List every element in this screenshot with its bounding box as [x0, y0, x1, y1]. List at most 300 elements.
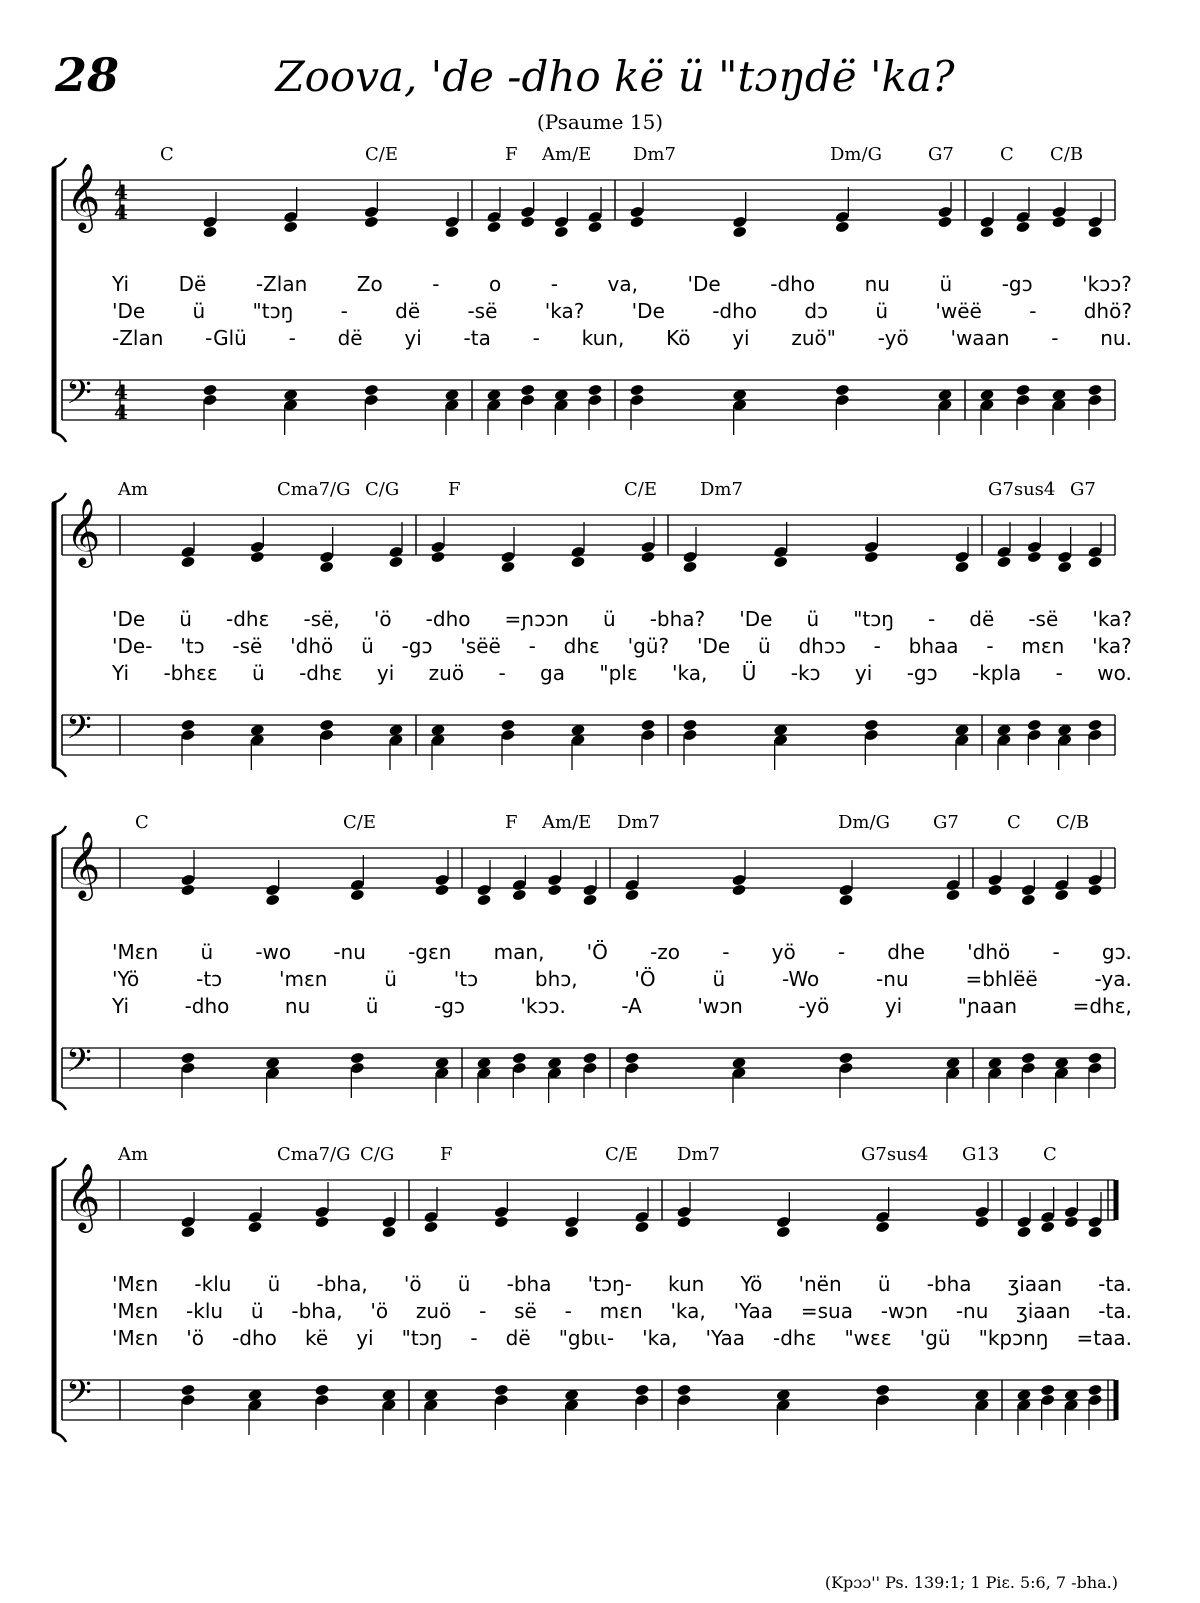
- lyric-syllable: -klu: [194, 1272, 232, 1296]
- lyric-syllable: 'gü: [919, 1326, 951, 1350]
- lyric-syllable: -gɛn: [408, 940, 452, 964]
- note-head: [875, 1383, 890, 1396]
- note-head: [1021, 1051, 1036, 1064]
- lyric-syllable: -: [928, 607, 936, 631]
- note-head: [434, 883, 449, 896]
- lyric-syllable: 'De: [696, 634, 731, 658]
- time-signature-top: 4: [114, 380, 128, 404]
- lyric-syllable: -klu: [186, 1299, 224, 1323]
- lyric-syllable: ü: [192, 299, 206, 323]
- note-head: [180, 883, 195, 896]
- treble-staff: [62, 1162, 1115, 1233]
- lyric-syllable: "gbɩɩ-: [558, 1326, 615, 1350]
- note-head: [974, 1215, 989, 1228]
- chord-symbol: Am: [118, 1144, 149, 1165]
- note-head: [1015, 383, 1030, 396]
- lyric-syllable: -së,: [303, 607, 340, 631]
- note-head: [486, 220, 501, 233]
- lyric-syllable: -ya.: [1094, 967, 1132, 991]
- lyric-syllable: -Zlan: [112, 326, 164, 350]
- chord-symbol: C/B: [1050, 144, 1084, 165]
- lyric-syllable: ü: [384, 967, 397, 991]
- lyric-syllable: -dho: [184, 994, 230, 1018]
- lyric-syllable: yi: [854, 661, 873, 685]
- note-head: [180, 555, 195, 568]
- lyric-line-verse-1: [112, 272, 1132, 296]
- note-head: [1087, 383, 1102, 396]
- note-head: [1054, 888, 1069, 901]
- lyric-syllable: 'De: [739, 607, 773, 631]
- lyric-syllable: -: [340, 299, 348, 323]
- lyric-syllable: "tɔŋ: [853, 607, 894, 631]
- system-1: [40, 144, 1140, 460]
- lyric-syllable: -ta: [463, 326, 491, 350]
- lyric-syllable: së: [514, 1299, 537, 1323]
- note-head: [180, 1051, 195, 1064]
- note-head: [314, 1215, 329, 1228]
- lyric-line-verse-1: [112, 1272, 1132, 1296]
- lyric-syllable: =ɲɔɔn: [504, 607, 569, 631]
- note-head: [587, 383, 602, 396]
- lyric-syllable: -bha: [506, 1272, 552, 1296]
- lyric-syllable: 'Yö: [112, 967, 140, 991]
- chord-symbol: F: [448, 479, 461, 500]
- lyric-syllable: -: [873, 634, 881, 658]
- lyric-syllable: -dhɛ: [773, 1326, 817, 1350]
- bass-clef: 𝄢: [66, 1374, 92, 1420]
- note-head: [180, 718, 195, 731]
- lyric-syllable: 'kɔɔ?: [1082, 272, 1132, 296]
- note-head: [520, 383, 535, 396]
- lyric-syllable: =taa.: [1076, 1326, 1132, 1350]
- lyric-syllable: -së: [232, 634, 263, 658]
- lyric-syllable: 'ö: [186, 1326, 205, 1350]
- lyric-syllable: -nu: [955, 1299, 989, 1323]
- note-head: [629, 383, 644, 396]
- lyric-syllable: -yö: [877, 326, 909, 350]
- note-head: [835, 383, 850, 396]
- chord-symbol: C: [1000, 144, 1014, 165]
- lyric-syllable: "wɛɛ: [844, 1326, 892, 1350]
- lyric-syllable: 'Mɛn: [112, 1299, 159, 1323]
- lyric-syllable: -nu: [876, 967, 909, 991]
- note-head: [634, 1383, 649, 1396]
- lyric-syllable: -gɔ: [1001, 272, 1033, 296]
- lyric-syllable: 'waan: [950, 326, 1010, 350]
- lyric-syllable: dɔ: [804, 299, 829, 323]
- lyric-line-verse-2: [112, 967, 1132, 991]
- system-3: [40, 812, 1140, 1128]
- lyric-syllable: ü: [361, 634, 374, 658]
- lyric-syllable: =sua: [800, 1299, 853, 1323]
- lyric-syllable: 'tɔŋ-: [587, 1272, 632, 1296]
- lyric-syllable: 'kɔɔ.: [520, 994, 566, 1018]
- chord-symbol: G7sus4: [988, 479, 1056, 500]
- lyric-syllable: 'sëë: [460, 634, 501, 658]
- time-signature-top: 4: [114, 180, 128, 204]
- note-head: [1027, 550, 1042, 563]
- lyric-syllable: ü: [757, 634, 771, 658]
- note-head: [423, 1220, 438, 1233]
- lyric-syllable: yö: [771, 940, 796, 964]
- lyric-syllable: 'tɔ: [453, 967, 479, 991]
- lyric-syllable: ü: [250, 1299, 264, 1323]
- note-head: [430, 550, 445, 563]
- note-head: [682, 718, 697, 731]
- note-head: [773, 555, 788, 568]
- lyric-syllable: kë: [304, 1326, 329, 1350]
- lyric-syllable: ü: [806, 607, 820, 631]
- lyric-syllable: ü: [179, 607, 192, 631]
- lyric-syllable: -bhɛɛ: [163, 661, 218, 685]
- lyric-syllable: 'Mɛn: [112, 940, 159, 964]
- chord-symbol: C: [1007, 812, 1021, 833]
- note-head: [835, 220, 850, 233]
- lyric-syllable: -dhɛ: [299, 661, 343, 685]
- lyric-syllable: -: [986, 634, 994, 658]
- chord-symbol: Dm7: [677, 1144, 720, 1165]
- treble-clef: 𝄞: [66, 830, 101, 898]
- lyric-syllable: ü: [365, 994, 379, 1018]
- lyric-syllable: gɔ.: [1101, 940, 1132, 964]
- lyric-syllable: Yö: [740, 1272, 763, 1296]
- lyric-syllable: 'ka?: [544, 299, 585, 323]
- lyric-syllable: 'ka?: [1092, 607, 1132, 631]
- lyric-syllable: ʒiaan: [1007, 1272, 1062, 1296]
- lyric-syllable: zuö: [428, 661, 465, 685]
- note-head: [945, 888, 960, 901]
- lyric-syllable: 'wëë: [935, 299, 982, 323]
- note-head: [838, 1051, 853, 1064]
- note-head: [1040, 1383, 1055, 1396]
- lyric-syllable: 'De: [631, 299, 665, 323]
- chord-symbol: Dm7: [633, 144, 676, 165]
- lyric-syllable: 'Ö: [634, 967, 656, 991]
- lyric-syllable: kun,: [581, 326, 625, 350]
- chord-symbol: F: [440, 1144, 453, 1165]
- lyric-syllable: ü: [457, 1272, 471, 1296]
- lyric-syllable: -: [498, 661, 506, 685]
- lyric-line-verse-3: [112, 994, 1132, 1018]
- system-2: [40, 479, 1140, 795]
- chord-symbol: Dm7: [617, 812, 660, 833]
- note-head: [265, 893, 280, 906]
- footnote: (Kpɔɔ'' Ps. 139:1; 1 Piɛ. 5:6, 7 -bha.): [824, 1573, 1118, 1592]
- note-head: [676, 1383, 691, 1396]
- lyric-syllable: nu.: [1100, 326, 1132, 350]
- lyric-syllable: 'nën: [798, 1272, 842, 1296]
- note-head: [979, 225, 994, 238]
- lyric-syllable: -gɔ: [434, 994, 465, 1018]
- chord-symbol: F: [505, 812, 518, 833]
- lyric-syllable: -: [528, 634, 536, 658]
- note-head: [1015, 220, 1030, 233]
- note-head: [319, 718, 334, 731]
- lyric-syllable: dë: [969, 607, 995, 631]
- lyric-syllable: 'Yaa: [733, 1299, 774, 1323]
- lyric-syllable: ü: [877, 1272, 891, 1296]
- lyric-syllable: nu: [864, 272, 890, 296]
- lyric-syllable: 'mɛn: [278, 967, 328, 991]
- note-head: [444, 225, 459, 238]
- bass-staff: [62, 1374, 1115, 1420]
- note-head: [1087, 1225, 1102, 1238]
- note-head: [1087, 718, 1102, 731]
- lyric-syllable: wo.: [1097, 661, 1132, 685]
- lyric-syllable: -: [1029, 299, 1037, 323]
- note-head: [564, 1225, 579, 1238]
- lyric-syllable: yi: [404, 326, 422, 350]
- note-head: [937, 215, 952, 228]
- lyric-syllable: -: [1051, 326, 1059, 350]
- note-head: [587, 220, 602, 233]
- note-head: [1040, 1220, 1055, 1233]
- lyric-syllable: 'ö: [403, 1272, 422, 1296]
- lyric-syllable: -nu: [333, 940, 366, 964]
- note-head: [512, 888, 527, 901]
- note-head: [350, 888, 365, 901]
- note-head: [388, 555, 403, 568]
- lyric-syllable: ü: [712, 967, 726, 991]
- lyric-syllable: -dho: [770, 272, 816, 296]
- chord-symbol: Dm/G: [838, 812, 890, 833]
- note-head: [570, 555, 585, 568]
- note-head: [314, 1383, 329, 1396]
- note-head: [319, 560, 334, 573]
- chord-symbol: G7: [1070, 479, 1096, 500]
- note-head: [629, 215, 644, 228]
- lyric-line-verse-3: [112, 1326, 1132, 1350]
- note-head: [996, 555, 1011, 568]
- lyric-syllable: Zo: [356, 272, 383, 296]
- lyric-syllable: -Glü: [205, 326, 247, 350]
- lyric-syllable: 'ka,: [670, 1299, 706, 1323]
- treble-clef: 𝄞: [66, 497, 101, 565]
- lyric-syllable: 'dhö: [967, 940, 1011, 964]
- lyric-syllable: dhɔɔ: [798, 634, 846, 658]
- lyric-syllable: -gɔ: [906, 661, 938, 685]
- treble-clef: 𝄞: [66, 162, 101, 230]
- note-head: [1016, 1225, 1031, 1238]
- lyric-syllable: dë: [337, 326, 363, 350]
- lyric-syllable: -: [288, 326, 296, 350]
- time-signature-bottom: 4: [114, 400, 128, 424]
- lyric-syllable: -dho: [232, 1326, 277, 1350]
- note-head: [640, 718, 655, 731]
- lyric-syllable: 'wɔn: [697, 994, 743, 1018]
- lyric-syllable: -bha?: [649, 607, 706, 631]
- lyric-syllable: Dë: [178, 272, 207, 296]
- note-head: [283, 220, 298, 233]
- treble-clef: 𝄞: [66, 1162, 101, 1230]
- lyric-syllable: kun: [668, 1272, 705, 1296]
- note-head: [676, 1215, 691, 1228]
- lyric-syllable: va,: [607, 272, 638, 296]
- note-head: [1064, 1215, 1079, 1228]
- note-head: [732, 225, 747, 238]
- hymn-subtitle: (Psaume 15): [536, 110, 664, 134]
- lyric-line-verse-1: [112, 607, 1132, 631]
- lyric-syllable: "tɔŋ: [401, 1326, 443, 1350]
- lyric-syllable: -: [550, 272, 558, 296]
- lyric-syllable: -gɔ: [401, 634, 433, 658]
- lyric-syllable: -: [1055, 661, 1063, 685]
- lyric-syllable: =dhɛ,: [1072, 994, 1132, 1018]
- lyric-syllable: 'Mɛn: [112, 1272, 159, 1296]
- note-head: [987, 883, 1002, 896]
- lyric-syllable: ü: [200, 940, 214, 964]
- lyric-syllable: -: [564, 1299, 572, 1323]
- lyric-syllable: -Wo: [781, 967, 820, 991]
- lyric-syllable: -: [479, 1299, 487, 1323]
- lyric-line-verse-1: [112, 940, 1132, 964]
- lyric-syllable: yi: [884, 994, 903, 1018]
- note-head: [202, 383, 217, 396]
- lyric-syllable: ü: [939, 272, 953, 296]
- lyric-syllable: -kpla: [971, 661, 1022, 685]
- lyric-syllable: ga: [540, 661, 565, 685]
- lyric-syllable: -yö: [798, 994, 830, 1018]
- note-head: [582, 1051, 597, 1064]
- lyric-syllable: 'De: [112, 299, 146, 323]
- chord-symbol: C: [1043, 1144, 1057, 1165]
- lyric-syllable: Yi: [112, 661, 130, 685]
- chord-symbol: G7: [928, 144, 954, 165]
- lyric-syllable: -tɔ: [196, 967, 223, 991]
- lyric-syllable: bhaa: [908, 634, 959, 658]
- lyric-line-verse-2: [112, 299, 1132, 323]
- lyric-syllable: yi: [376, 661, 395, 685]
- note-head: [1087, 225, 1102, 238]
- lyric-syllable: mɛn: [599, 1299, 643, 1323]
- lyric-syllable: -ta.: [1098, 1272, 1132, 1296]
- lyric-syllable: 'Yaa: [705, 1326, 745, 1350]
- lyric-syllable: ü: [252, 661, 265, 685]
- hymn-number: 28: [55, 48, 120, 102]
- treble-staff: [62, 162, 1115, 233]
- note-head: [364, 215, 379, 228]
- lyric-syllable: 'De: [687, 272, 721, 296]
- note-head: [494, 1383, 509, 1396]
- lyric-syllable: 'ka,: [672, 661, 708, 685]
- lyric-syllable: dhö?: [1083, 299, 1132, 323]
- lyric-syllable: "plɛ: [599, 661, 638, 685]
- lyric-syllable: ü: [875, 299, 889, 323]
- chord-symbol: C/G: [365, 479, 400, 500]
- chord-symbol: Dm7: [700, 479, 743, 500]
- lyric-syllable: -bha,: [291, 1299, 343, 1323]
- lyric-syllable: nu: [284, 994, 311, 1018]
- note-head: [381, 1225, 396, 1238]
- chord-symbol: C/E: [624, 479, 657, 500]
- lyric-syllable: o: [489, 272, 502, 296]
- bass-clef: 𝄢: [66, 1042, 92, 1088]
- lyric-syllable: 'gü?: [627, 634, 670, 658]
- note-head: [180, 1225, 195, 1238]
- lyric-syllable: "tɔŋ: [252, 299, 294, 323]
- note-head: [682, 560, 697, 573]
- note-head: [520, 215, 535, 228]
- chord-symbol: G7: [933, 812, 959, 833]
- note-head: [1087, 883, 1102, 896]
- lyric-syllable: 'ka?: [1092, 634, 1132, 658]
- lyric-syllable: -ta.: [1098, 1299, 1132, 1323]
- lyric-syllable: 'ö: [370, 1299, 389, 1323]
- lyric-syllable: ü: [267, 1272, 281, 1296]
- note-head: [864, 550, 879, 563]
- note-head: [1087, 1383, 1102, 1396]
- lyric-syllable: dë: [505, 1326, 531, 1350]
- lyric-syllable: -: [532, 326, 540, 350]
- lyric-syllable: -: [837, 940, 846, 964]
- chord-symbol: C/G: [360, 1144, 395, 1165]
- note-head: [364, 383, 379, 396]
- note-head: [500, 718, 515, 731]
- note-head: [640, 550, 655, 563]
- lyric-syllable: 'De-: [112, 634, 153, 658]
- lyric-syllable: 'Mɛn: [112, 1326, 159, 1350]
- lyric-line-verse-3: [112, 326, 1132, 350]
- note-head: [547, 883, 562, 896]
- note-head: [494, 1215, 509, 1228]
- lyric-syllable: -dho: [425, 607, 471, 631]
- lyric-syllable: -së: [1028, 607, 1059, 631]
- system-4: [40, 1144, 1140, 1460]
- lyric-syllable: dhɛ: [563, 634, 600, 658]
- chord-symbol: C/E: [605, 1144, 638, 1165]
- lyric-syllable: -dhɛ: [226, 607, 270, 631]
- lyric-syllable: mɛn: [1021, 634, 1065, 658]
- chord-symbol: Am/E: [542, 812, 592, 833]
- note-head: [554, 225, 569, 238]
- chord-symbol: Am: [118, 479, 149, 500]
- note-head: [1051, 215, 1066, 228]
- lyric-syllable: Yi: [112, 994, 130, 1018]
- chord-symbol: Am/E: [542, 144, 592, 165]
- note-head: [350, 1051, 365, 1064]
- lyric-syllable: Yi: [112, 272, 130, 296]
- lyric-syllable: 'Ö: [586, 940, 608, 964]
- lyric-syllable: ʒiaan: [1016, 1299, 1071, 1323]
- chord-symbol: G13: [962, 1144, 1000, 1165]
- note-head: [1021, 893, 1036, 906]
- lyric-syllable: yi: [732, 326, 750, 350]
- lyric-syllable: -kɔ: [790, 661, 821, 685]
- note-head: [838, 893, 853, 906]
- lyric-syllable: -së: [467, 299, 498, 323]
- hymn-title: Zoova, 'de -dho kë ü "tɔŋdë 'ka?: [275, 52, 955, 101]
- note-head: [864, 718, 879, 731]
- bass-clef: 𝄢: [66, 709, 92, 755]
- note-head: [954, 560, 969, 573]
- lyric-syllable: 'De: [112, 607, 146, 631]
- lyric-syllable: bhɔ,: [534, 967, 578, 991]
- lyric-syllable: Kö: [666, 326, 691, 350]
- lyric-line-verse-2: [112, 634, 1132, 658]
- note-head: [500, 560, 515, 573]
- lyric-syllable: 'ka,: [642, 1326, 678, 1350]
- chord-symbol: Dm/G: [830, 144, 882, 165]
- note-head: [202, 225, 217, 238]
- note-head: [1087, 1051, 1102, 1064]
- lyric-syllable: -Zlan: [255, 272, 308, 296]
- note-head: [1057, 560, 1072, 573]
- note-head: [731, 883, 746, 896]
- note-head: [250, 550, 265, 563]
- chord-symbol: F: [505, 144, 518, 165]
- note-head: [1027, 718, 1042, 731]
- note-head: [247, 1220, 262, 1233]
